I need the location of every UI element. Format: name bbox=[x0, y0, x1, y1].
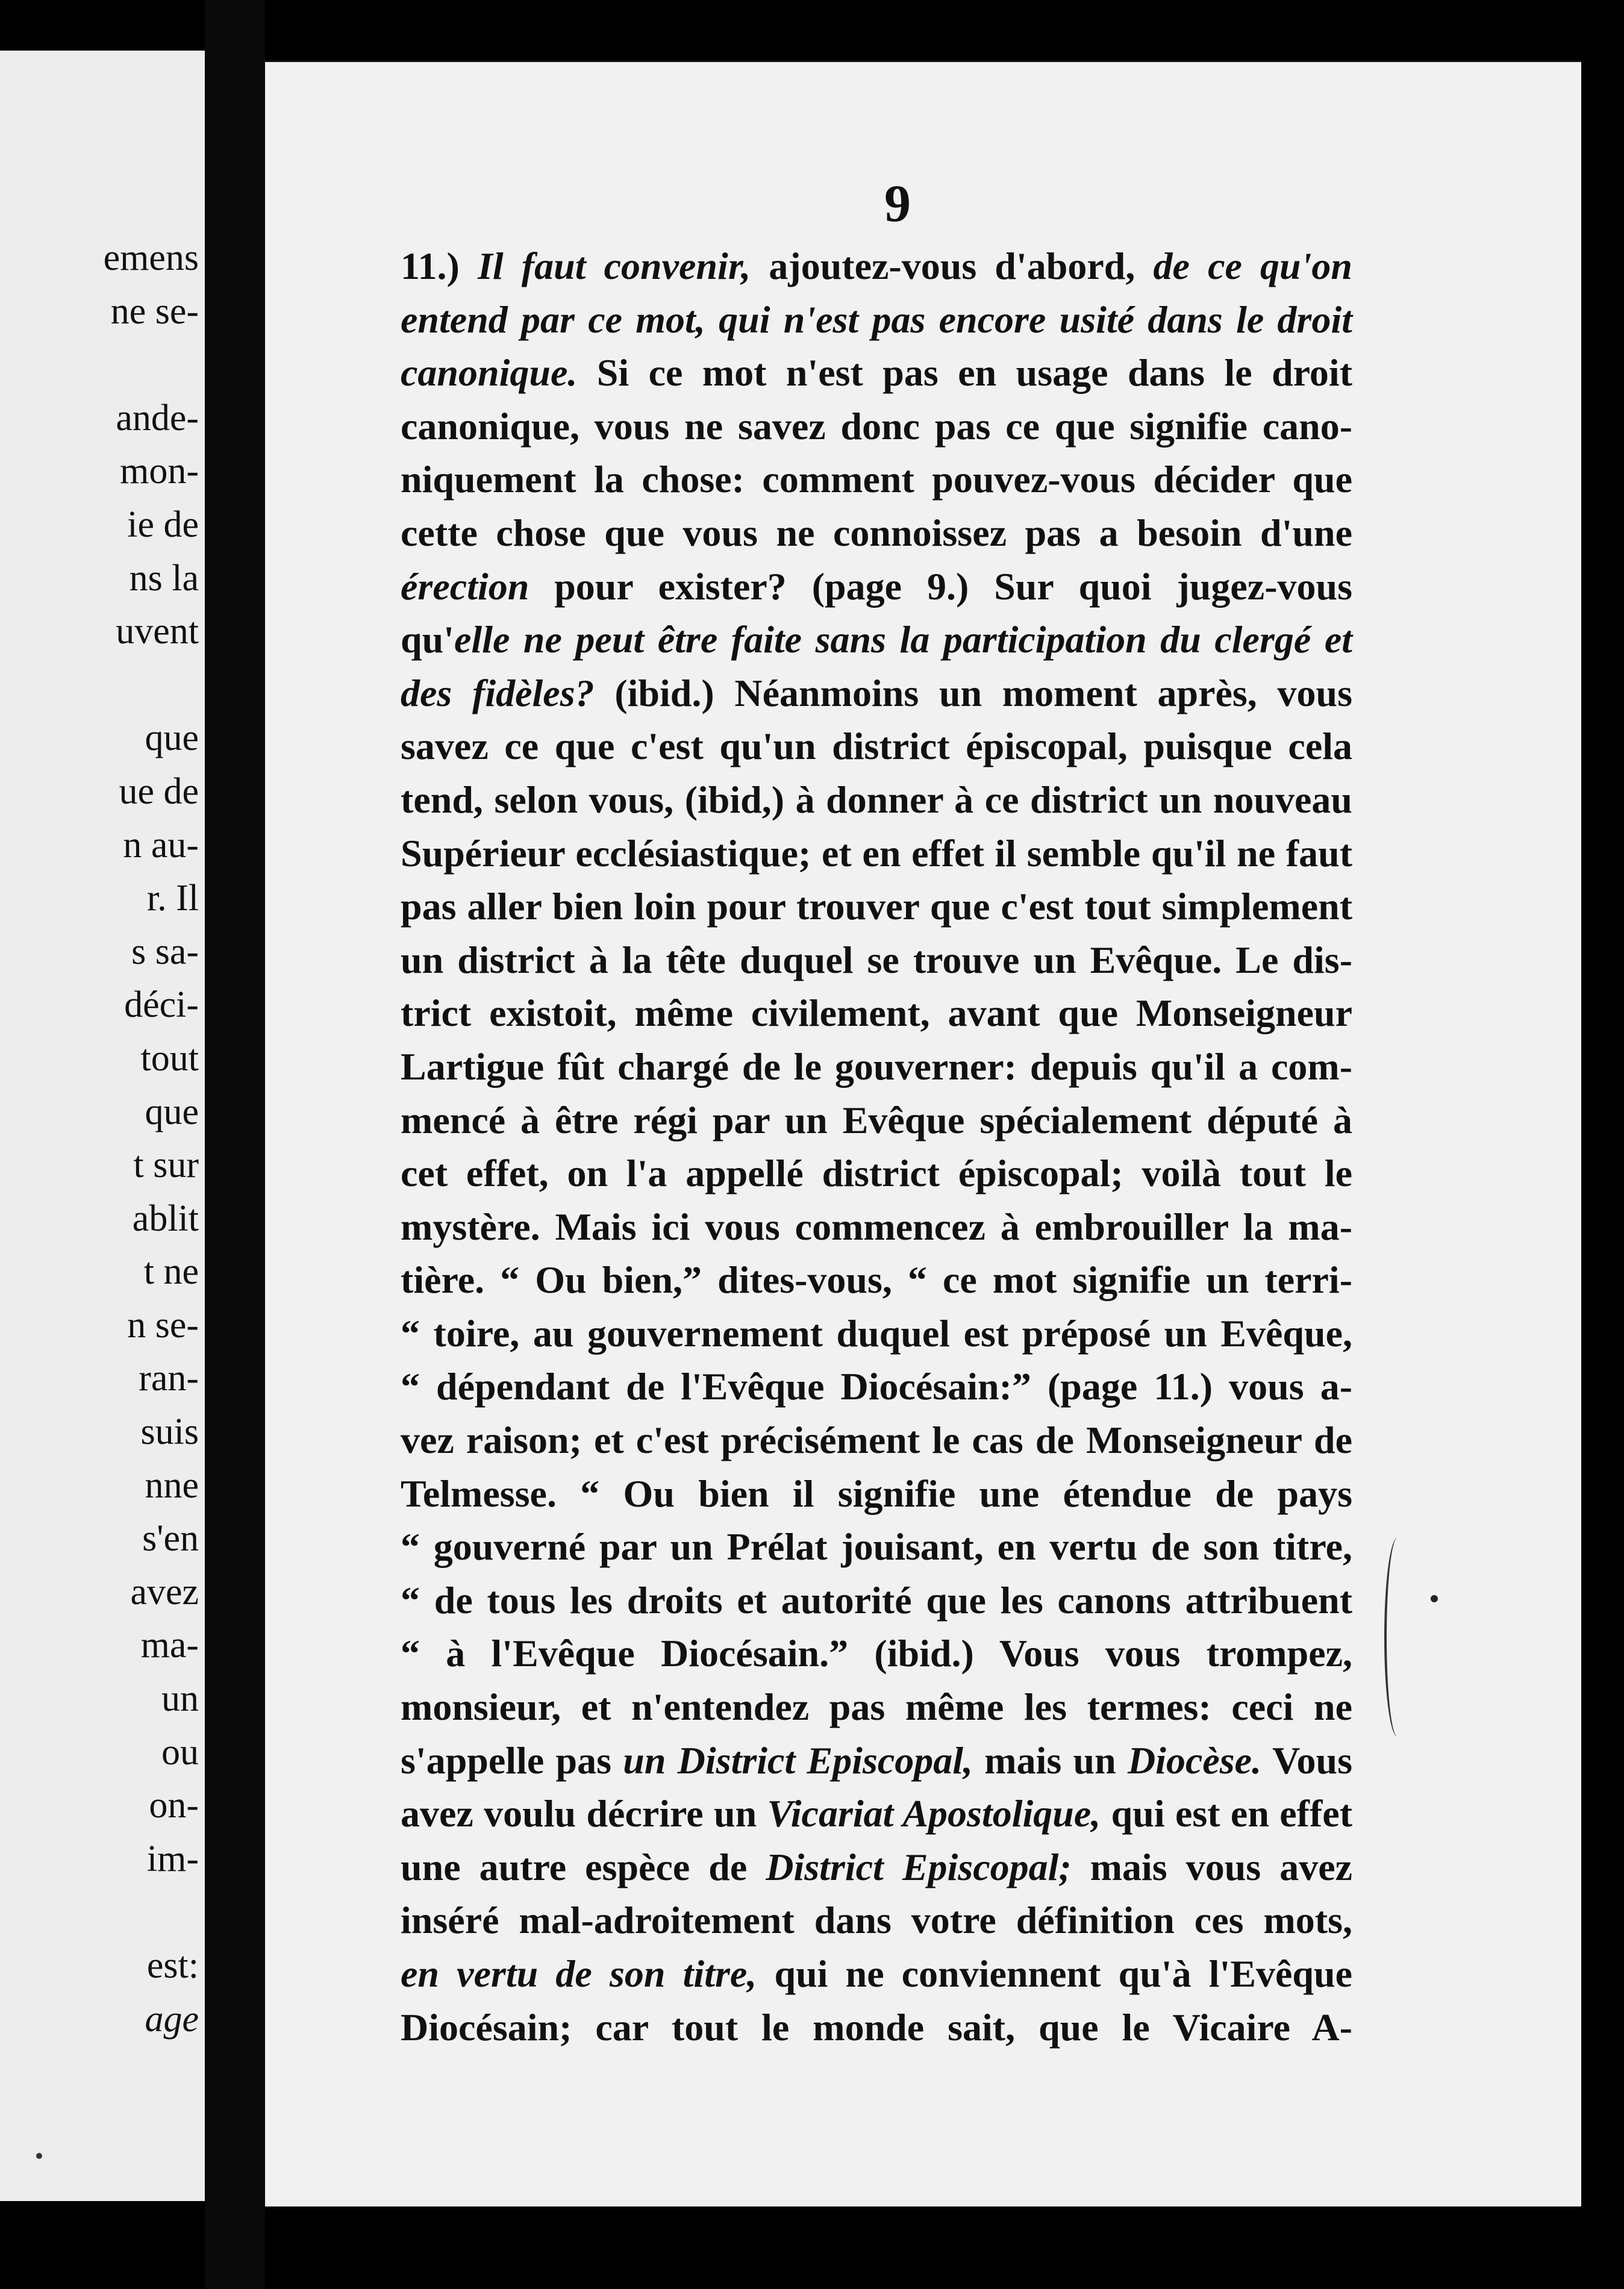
text-run: “ gouverné par un Prélat jouisant, en vertu de son titre, bbox=[401, 1525, 1352, 1569]
text-run: mencé à être régi par un Evêque spécialement député à bbox=[401, 1098, 1352, 1141]
text-run: qui est en effet bbox=[1101, 1792, 1353, 1835]
margin-bracket bbox=[1384, 1538, 1411, 1737]
text-line bbox=[401, 1414, 1352, 1467]
left-line: uvent bbox=[116, 611, 199, 652]
left-line: ma- bbox=[140, 1625, 199, 1666]
text-run: savez ce que c'est qu'un district épiscopal, puisque cela bbox=[401, 725, 1352, 768]
left-line: nne bbox=[145, 1464, 199, 1506]
left-line: im- bbox=[146, 1838, 199, 1879]
italic-run: un District Episcopal, bbox=[623, 1738, 973, 1782]
text-line bbox=[401, 1894, 1352, 1947]
left-line bbox=[0, 658, 199, 712]
left-line: s'en bbox=[142, 1518, 199, 1560]
text-run: tend, selon vous, (ibid,) à donner à ce district un nouveau bbox=[401, 778, 1352, 821]
text-line bbox=[401, 400, 1352, 454]
left-line: ns la bbox=[129, 557, 199, 599]
text-run: ajoutez-vous d'abord, bbox=[751, 245, 1154, 287]
text-line bbox=[401, 1467, 1352, 1521]
text-run: mais vous avez bbox=[1071, 1845, 1353, 1888]
text-line bbox=[401, 880, 1352, 934]
italic-run: de ce qu'on bbox=[1153, 245, 1353, 287]
left-line: que bbox=[145, 717, 199, 759]
italic-run: District Episcopal; bbox=[766, 1845, 1072, 1888]
italic-run: des fidèles? bbox=[401, 671, 595, 714]
text-run: “ dépendant de l'Evêque Diocésain:” (page 11.) vous a- bbox=[401, 1365, 1352, 1408]
left-line: on- bbox=[149, 1785, 199, 1826]
text-line bbox=[401, 1147, 1352, 1201]
italic-run: canonique. bbox=[401, 351, 578, 395]
left-line: t ne bbox=[143, 1251, 199, 1293]
left-line: t sur bbox=[133, 1144, 199, 1186]
left-line: est: bbox=[146, 1945, 199, 1986]
text-line bbox=[401, 240, 1352, 293]
text-line bbox=[401, 1307, 1352, 1361]
text-run: “ à l'Evêque Diocésain.” (ibid.) Vous vous trompez, bbox=[401, 1632, 1352, 1675]
text-run: Telmesse. “ Ou bien il signifie une étendue de pays bbox=[401, 1472, 1352, 1515]
text-line bbox=[401, 2001, 1352, 2055]
text-line bbox=[401, 667, 1352, 720]
ink-mark bbox=[36, 2153, 42, 2159]
text-run: qu' bbox=[401, 618, 454, 661]
left-line: s sa- bbox=[131, 931, 199, 972]
left-line: ne se- bbox=[110, 290, 199, 332]
text-run: monsieur, et n'entendez pas même les termes: ceci ne bbox=[401, 1685, 1352, 1729]
text-run: cette chose que vous ne connoissez pas a besoin d'une bbox=[401, 511, 1352, 554]
text-run: Vous bbox=[1261, 1738, 1353, 1782]
text-run: s'appelle pas bbox=[401, 1738, 623, 1782]
text-line bbox=[401, 1201, 1352, 1254]
left-line: mon- bbox=[120, 451, 199, 492]
italic-run: Diocèse. bbox=[1127, 1738, 1262, 1782]
left-line: n se- bbox=[127, 1304, 199, 1346]
text-line bbox=[401, 1040, 1352, 1094]
text-run: inséré mal-adroitement dans votre définition ces mots, bbox=[401, 1899, 1352, 1942]
italic-run: Vicariat Apostolique, bbox=[767, 1792, 1101, 1835]
text-run: un district à la tête duquel se trouve un Evêque. Le dis- bbox=[401, 938, 1352, 981]
text-run: Diocésain; car tout le monde sait, que le Vicaire A- bbox=[401, 2005, 1352, 2049]
text-run: pas aller bien loin pour trouver que c'est tout simplement bbox=[401, 885, 1352, 928]
text-line bbox=[401, 1520, 1352, 1574]
left-line: ou bbox=[161, 1731, 199, 1773]
italic-run: elle ne peut être faite sans la participation du clergé et bbox=[454, 618, 1352, 661]
text-line bbox=[401, 1734, 1352, 1788]
left-line: déci- bbox=[124, 984, 199, 1026]
italic-run: entend par ce mot, qui n'est pas encore usité dans le droit bbox=[401, 298, 1352, 341]
text-line bbox=[401, 1360, 1352, 1414]
left-line: que bbox=[145, 1091, 199, 1132]
text-line bbox=[401, 934, 1352, 987]
text-line bbox=[401, 507, 1352, 560]
left-line bbox=[0, 1885, 199, 1939]
text-run: mystère. Mais ici vous commencez à embrouiller la ma- bbox=[401, 1205, 1352, 1248]
left-line: n au- bbox=[123, 824, 199, 866]
text-line bbox=[401, 1841, 1352, 1894]
text-run: qui ne conviennent qu'à l'Evêque bbox=[757, 1952, 1353, 1995]
left-line bbox=[0, 338, 199, 392]
text-run: trict existoit, même civilement, avant que Monseigneur bbox=[401, 991, 1352, 1035]
text-run: 11.) bbox=[401, 245, 478, 287]
left-line: avez bbox=[130, 1571, 199, 1613]
text-run: une autre espèce de bbox=[401, 1845, 766, 1888]
left-line: age bbox=[145, 1998, 199, 2040]
text-run: cet effet, on l'a appellé district épiscopal; voilà tout le bbox=[401, 1152, 1352, 1195]
text-run: niquement la chose: comment pouvez-vous décider que bbox=[401, 458, 1352, 501]
text-run: pour exister? (page 9.) Sur quoi jugez-vous bbox=[529, 564, 1352, 608]
left-line: suis bbox=[140, 1411, 199, 1453]
page-number: 9 bbox=[884, 175, 911, 233]
left-line: tout bbox=[140, 1037, 199, 1079]
gutter bbox=[205, 0, 265, 2289]
text-line bbox=[401, 346, 1352, 400]
text-line bbox=[401, 1681, 1352, 1734]
text-line bbox=[401, 1947, 1352, 2001]
left-page bbox=[0, 51, 205, 2201]
left-line: un bbox=[161, 1678, 199, 1720]
text-run: “ toire, au gouvernement duquel est préposé un Evêque, bbox=[401, 1311, 1352, 1355]
italic-run: érection bbox=[401, 564, 529, 608]
text-line bbox=[401, 293, 1352, 347]
italic-run: en vertu de son titre, bbox=[401, 1952, 757, 1995]
right-page bbox=[265, 60, 1581, 2206]
text-run: canonique, vous ne savez donc pas ce que signifie cano- bbox=[401, 404, 1352, 448]
left-line: ablit bbox=[132, 1198, 199, 1239]
left-line: ran- bbox=[139, 1358, 199, 1399]
text-line bbox=[401, 1094, 1352, 1148]
text-line bbox=[401, 773, 1352, 827]
text-run: Si ce mot n'est pas en usage dans le droit bbox=[577, 351, 1352, 395]
text-line bbox=[401, 560, 1352, 614]
text-run: Supérieur ecclésiastique; et en effet il semble qu'il ne faut bbox=[401, 831, 1352, 875]
text-run: (ibid.) Néanmoins un moment après, vous bbox=[594, 671, 1353, 714]
left-line: ande- bbox=[116, 397, 199, 439]
text-run: vez raison; et c'est précisément le cas de Monseigneur de bbox=[401, 1419, 1352, 1462]
text-run: Lartigue fût chargé de le gouverner: depuis qu'il a com- bbox=[401, 1045, 1352, 1088]
text-run: “ de tous les droits et autorité que les canons attribuent bbox=[401, 1578, 1352, 1622]
text-run: avez voulu décrire un bbox=[401, 1792, 767, 1835]
body-text bbox=[401, 240, 1352, 2054]
text-run: tière. “ Ou bien,” dites-vous, “ ce mot signifie un terri- bbox=[401, 1258, 1352, 1302]
text-line bbox=[401, 1787, 1352, 1841]
left-line: ue de bbox=[119, 770, 199, 812]
text-line bbox=[401, 1574, 1352, 1628]
text-line bbox=[401, 1627, 1352, 1681]
left-page-text bbox=[0, 231, 199, 2046]
left-line: ie de bbox=[127, 504, 199, 545]
text-line bbox=[401, 720, 1352, 773]
text-line bbox=[401, 613, 1352, 667]
margin-dot bbox=[1431, 1595, 1438, 1602]
text-line bbox=[401, 827, 1352, 881]
text-line bbox=[401, 453, 1352, 507]
text-line bbox=[401, 987, 1352, 1040]
text-run: mais un bbox=[973, 1738, 1128, 1782]
italic-run: Il faut convenir, bbox=[477, 245, 751, 287]
text-line bbox=[401, 1254, 1352, 1307]
left-line: emens bbox=[103, 237, 199, 278]
left-line: r. Il bbox=[146, 878, 199, 919]
